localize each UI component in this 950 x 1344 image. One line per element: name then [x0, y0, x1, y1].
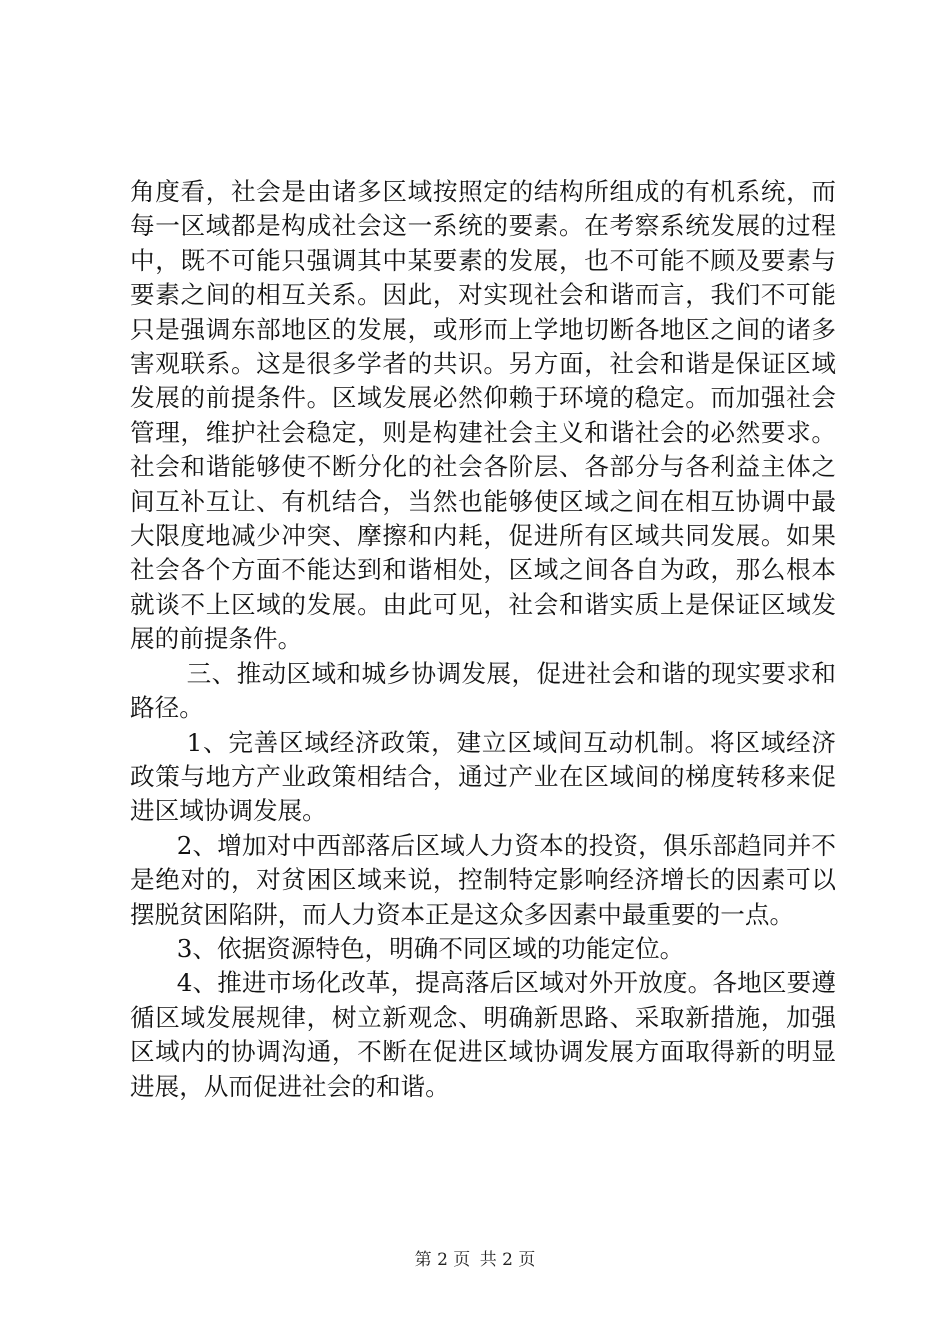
page-number: 第 2 页 [414, 1250, 471, 1270]
paragraph-continuation: 角度看，社会是由诸多区域按照定的结构所组成的有机系统，而每一区域都是构成社会这一系统的要素。在考察系统发展的过程中，既不可能只强调其中某要素的发展，也不可能不顾及要素与要素之间的相互关系。因此，对实现社会和谐而言，我们不可能只是强调东部地区的发展，或形而上学地切断各地区之间的诸多害观联系。这是很多学者的共识。另方面，社会和谐是保证区域发展的前提条件。区域发展必然仰赖于环境的稳定。而加强社会管理，维护社会稳定，则是构建社会主义和谐社会的必然要求。社会和谐能够使不断分化的社会各阶层、各部分与各利益主体之间互补互让、有机结合，当然也能够使区域之间在相互协调中最大限度地减少冲突、摩擦和内耗，促进所有区域共同发展。如果社会各个方面不能达到和谐相处，区域之间各自为政，那么根本就谈不上区域的发展。由此可见，社会和谐实质上是保证区域发展的前提条件。 [130, 177, 836, 654]
document-body [130, 175, 836, 1104]
list-item-2: 2、增加对中西部落后区域人力资本的投资，俱乐部趋同并不是绝对的，对贫困区域来说，控制特定影响经济增长的因素可以摆脱贫困陷阱，而人力资本正是这众多因素中最重要的一点。 [130, 830, 836, 929]
page-footer [0, 1245, 950, 1270]
section-heading-three: 三、推动区域和城乡协调发展，促进社会和谐的现实要求和路径。 [130, 658, 836, 723]
list-item-3: 3、依据资源特色，明确不同区域的功能定位。 [176, 933, 685, 963]
list-item-1: 1、完善区域经济政策，建立区域间互动机制。将区域经济政策与地方产业政策相结合，通过产业在区域间的梯度转移来促进区域协调发展。 [130, 727, 836, 826]
list-item-4: 4、推进市场化改革，提高落后区域对外开放度。各地区要遵循区域发展规律，树立新观念、明确新思路、采取新措施，加强区域内的协调沟通，不断在促进区域协调发展方面取得新的明显进展，从而促进社会的和谐。 [130, 968, 836, 1101]
page-total: 共 2 页 [479, 1250, 536, 1270]
